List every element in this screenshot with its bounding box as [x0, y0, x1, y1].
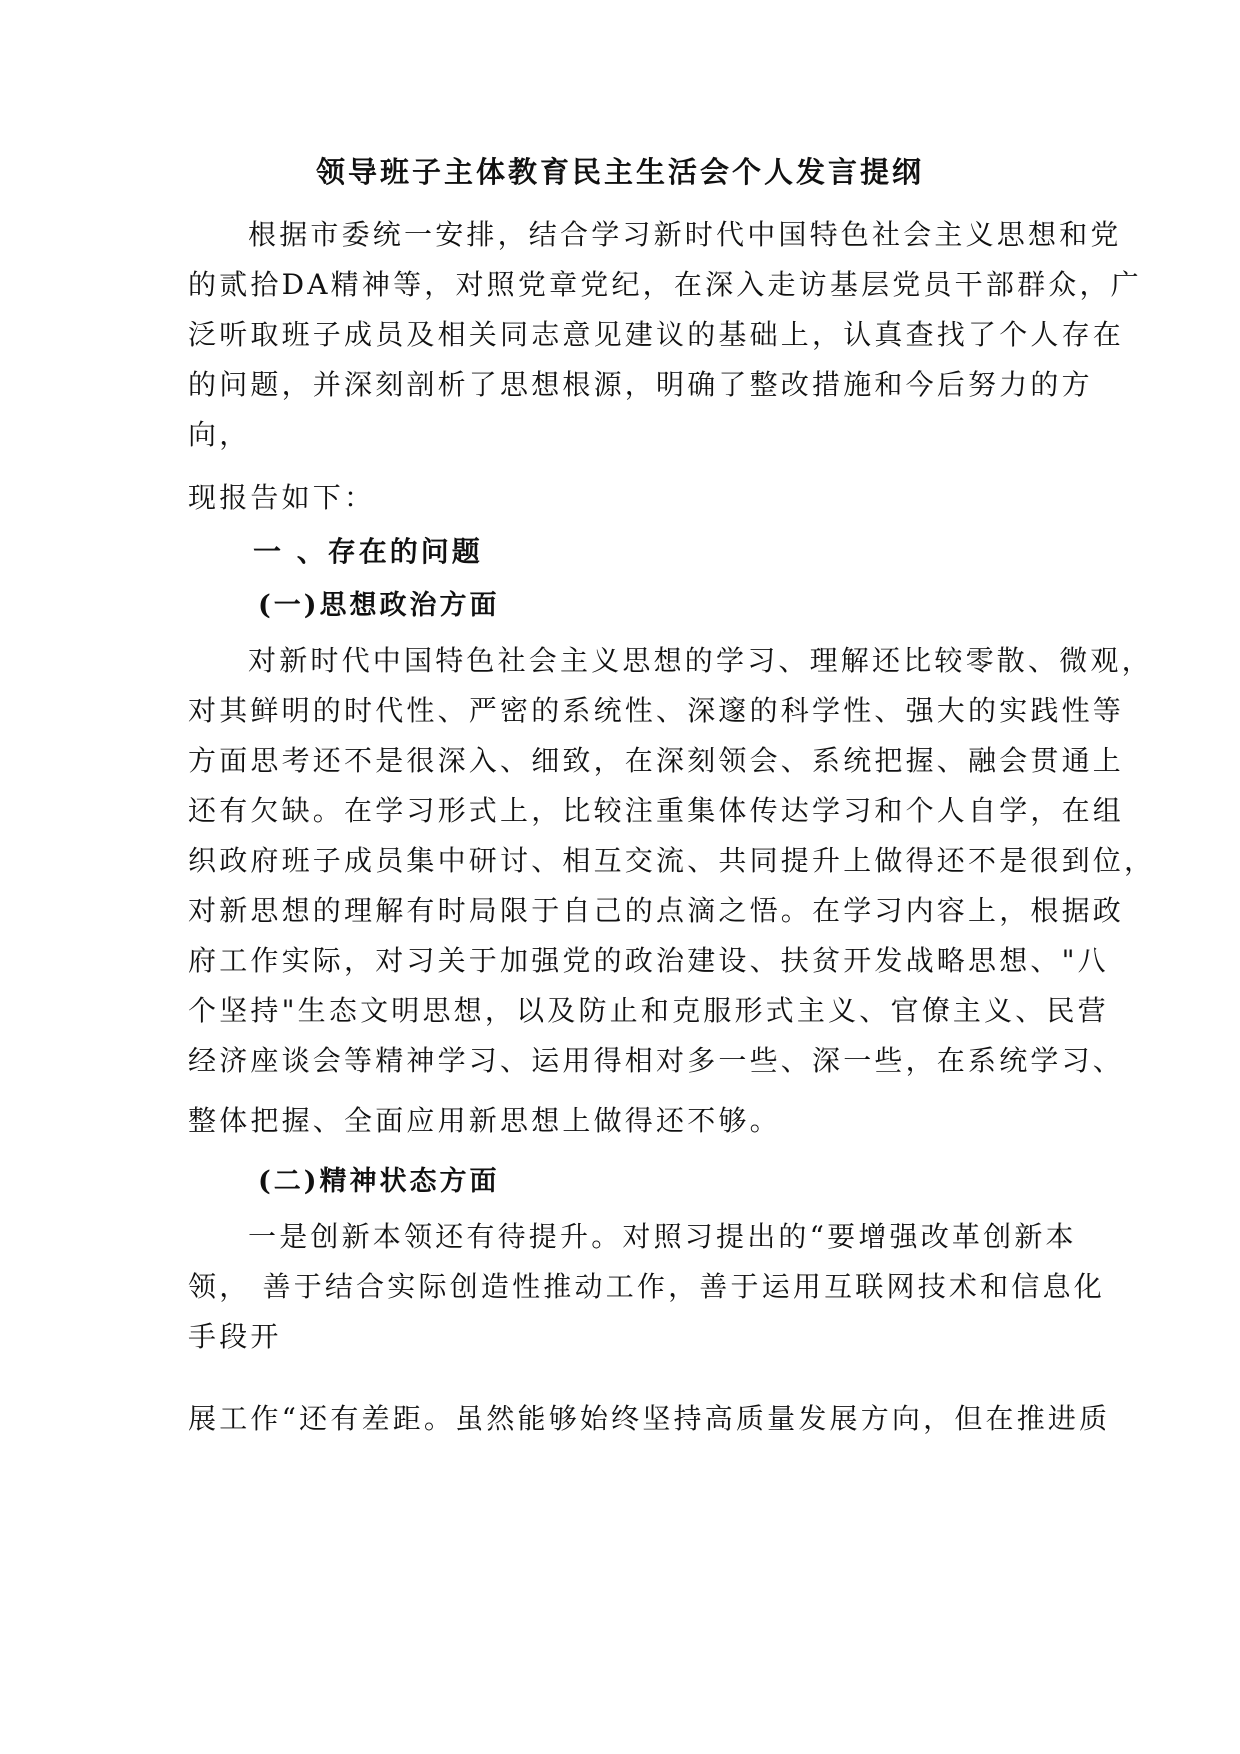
section-heading-problems: 一 、存在的问题	[253, 535, 483, 568]
political-line: 方面思考还不是很深入、细致，在深刻领会、系统把握、融会贯通上	[188, 744, 1125, 777]
political-line: 整体把握、全面应用新思想上做得还不够。	[188, 1104, 781, 1137]
subsection-heading-spirit: (二)精神状态方面	[258, 1166, 500, 1197]
intro-line: 泛听取班子成员及相关同志意见建议的基础上，认真查找了个人存在	[188, 318, 1125, 351]
subsection-heading-political: (一)思想政治方面	[258, 590, 500, 621]
political-paragraph	[188, 636, 1156, 1086]
intro-line: 根据市委统一安排，结合学习新时代中国特色社会主义思想和党	[248, 218, 1122, 251]
political-last-paragraph	[188, 1096, 1058, 1146]
political-line: 还有欠缺。在学习形式上，比较注重集体传达学习和个人自学，在组	[188, 794, 1125, 827]
political-line: 对新思想的理解有时局限于自己的点滴之悟。在学习内容上，根据政	[188, 894, 1125, 927]
spirit-line: 手段开	[188, 1320, 282, 1353]
report-intro-paragraph	[188, 473, 1058, 523]
political-line: 府工作实际，对习关于加强党的政治建设、扶贫开发战略思想、"八	[188, 944, 1109, 977]
intro-line: 向，	[188, 418, 251, 451]
intro-line: 的贰拾DA精神等，对照党章党纪，在深入走访基层党员干部群众，广	[188, 268, 1142, 301]
spirit-line: 一是创新本领还有待提升。对照习提出的“要增强改革创新本	[248, 1220, 1077, 1253]
political-line: 对其鲜明的时代性、严密的系统性、深邃的科学性、强大的实践性等	[188, 694, 1125, 727]
spirit-line: 领， 善于结合实际创造性推动工作，善于运用互联网技术和信息化	[188, 1270, 1105, 1303]
political-line: 织政府班子成员集中研讨、相互交流、共同提升上做得还不是很到位，	[188, 844, 1156, 877]
spirit-continued-paragraph	[188, 1394, 1111, 1444]
report-intro-line: 现报告如下：	[188, 481, 376, 514]
spirit-line: 展工作“还有差距。虽然能够始终坚持高质量发展方向，但在推进质	[188, 1402, 1111, 1435]
political-line: 个坚持"生态文明思想，以及防止和克服形式主义、官僚主义、民营	[188, 994, 1109, 1027]
political-line: 经济座谈会等精神学习、运用得相对多一些、深一些，在系统学习、	[188, 1044, 1125, 1077]
intro-line: 的问题，并深刻剖析了思想根源，明确了整改措施和今后努力的方	[188, 368, 1093, 401]
political-line: 对新时代中国特色社会主义思想的学习、理解还比较零散、微观，	[248, 644, 1153, 677]
document-title: 领导班子主体教育民主生活会个人发言提纲	[315, 155, 924, 189]
intro-paragraph	[188, 210, 1142, 460]
spirit-paragraph	[188, 1212, 1105, 1362]
